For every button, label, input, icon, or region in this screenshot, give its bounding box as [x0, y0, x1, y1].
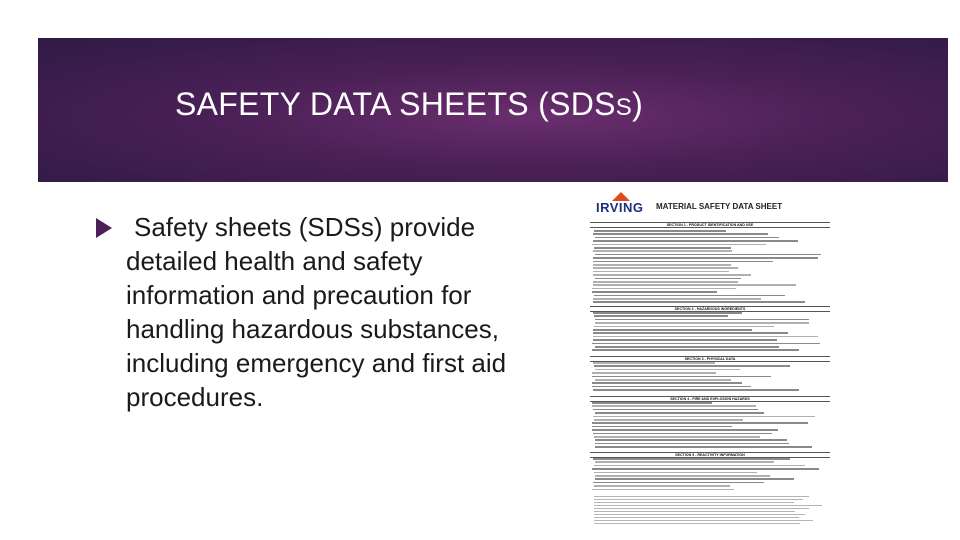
- doc-text-line: [593, 332, 788, 334]
- doc-footnote-line: [594, 505, 822, 506]
- doc-footnote-line: [594, 511, 795, 512]
- doc-text-line: [592, 372, 716, 374]
- doc-section-5: SECTION 5 - REACTIVITY INFORMATION: [590, 452, 830, 458]
- doc-text-line: [594, 436, 760, 438]
- doc-footnote-line: [594, 508, 809, 509]
- doc-text-line: [594, 326, 774, 328]
- doc-text-line: [592, 402, 712, 404]
- doc-text-line: [594, 230, 726, 232]
- doc-text-line: [593, 339, 777, 341]
- title-small: S: [615, 94, 633, 121]
- doc-text-line: [592, 405, 756, 407]
- doc-footnote-line: [594, 499, 803, 500]
- doc-text-line: [592, 291, 717, 293]
- doc-text-line: [592, 468, 819, 470]
- doc-text-line: [592, 422, 808, 424]
- doc-text-line: [594, 472, 757, 474]
- doc-text-line: [595, 346, 779, 348]
- doc-text-line: [592, 386, 751, 388]
- doc-text-line: [593, 298, 761, 300]
- doc-text-line: [593, 389, 799, 391]
- doc-text-line: [593, 433, 772, 435]
- doc-text-line: [592, 343, 820, 345]
- doc-text-line: [594, 485, 730, 487]
- doc-text-line: [595, 254, 821, 256]
- doc-text-line: [593, 301, 805, 303]
- doc-text-line: [595, 237, 779, 239]
- doc-section-2: SECTION 2 - HAZARDOUS INGREDIENTS: [590, 306, 830, 312]
- doc-text-line: [593, 329, 752, 331]
- doc-text-line: [592, 489, 734, 491]
- doc-text-line: [592, 288, 736, 290]
- doc-logo: IRVING: [596, 200, 644, 215]
- doc-text-line: [595, 446, 812, 448]
- doc-text-line: [595, 278, 741, 280]
- bullet-text: Safety sheets (SDSs) provide detailed health and safety information and precaution for handling hazardous substances, including emergency and first aid procedures.: [126, 212, 507, 412]
- doc-text-line: [593, 240, 798, 242]
- doc-footnote-line: [594, 520, 813, 521]
- doc-text-line: [593, 312, 742, 314]
- doc-section-1: SECTION 1 - PRODUCT IDENTIFICATION AND USE: [590, 222, 830, 228]
- doc-text-line: [595, 412, 764, 414]
- doc-text-line: [593, 458, 790, 460]
- doc-title: MATERIAL SAFETY DATA SHEET: [656, 202, 783, 211]
- doc-text-line: [594, 465, 805, 467]
- doc-text-line: [592, 376, 771, 378]
- doc-text-line: [592, 382, 742, 384]
- doc-text-line: [593, 482, 764, 484]
- doc-text-line: [594, 247, 731, 249]
- doc-text-line: [595, 439, 787, 441]
- doc-text-line: [593, 250, 732, 252]
- sds-document-image: [590, 190, 830, 526]
- doc-section-4: SECTION 4 - FIRE AND EXPLOSION HAZARDS: [590, 396, 830, 402]
- slide-title: [175, 86, 643, 123]
- doc-text-line: [595, 443, 789, 445]
- doc-text-line: [595, 322, 809, 324]
- doc-text-line: [594, 295, 785, 297]
- doc-text-line: [593, 336, 818, 338]
- doc-text-line: [594, 365, 790, 367]
- doc-text-line: [592, 244, 766, 246]
- doc-text-line: [593, 274, 751, 276]
- doc-text-line: [593, 271, 729, 273]
- title-main: SAFETY DATA SHEETS (SDS: [175, 86, 616, 122]
- doc-text-line: [595, 478, 794, 480]
- doc-footnote-line: [594, 514, 805, 515]
- doc-text-line: [595, 379, 731, 381]
- doc-text-line: [595, 369, 740, 371]
- doc-footnote-line: [594, 517, 799, 518]
- doc-text-line: [593, 281, 738, 283]
- doc-text-line: [595, 319, 809, 321]
- title-end: ): [632, 86, 644, 122]
- doc-text-line: [592, 349, 799, 351]
- doc-text-line: [595, 461, 774, 463]
- doc-text-line: [594, 419, 743, 421]
- doc-text-line: [593, 362, 715, 364]
- arrow-bullet-icon: [96, 218, 112, 238]
- doc-text-line: [593, 261, 773, 263]
- doc-text-line: [592, 429, 778, 431]
- doc-text-line: [593, 257, 818, 259]
- doc-text-line: [592, 426, 732, 428]
- doc-section-3: SECTION 3 - PHYSICAL DATA: [590, 356, 830, 362]
- doc-text-line: [593, 416, 815, 418]
- doc-text-line: [593, 267, 738, 269]
- doc-text-line: [593, 284, 796, 286]
- doc-text-line: [593, 264, 731, 266]
- doc-text-line: [595, 475, 770, 477]
- doc-text-line: [593, 409, 758, 411]
- doc-text-line: [594, 315, 728, 317]
- doc-text-line: [593, 233, 768, 235]
- doc-footnote-line: [594, 496, 809, 497]
- doc-footnote-line: [594, 502, 794, 503]
- doc-footnote-line: [594, 523, 800, 524]
